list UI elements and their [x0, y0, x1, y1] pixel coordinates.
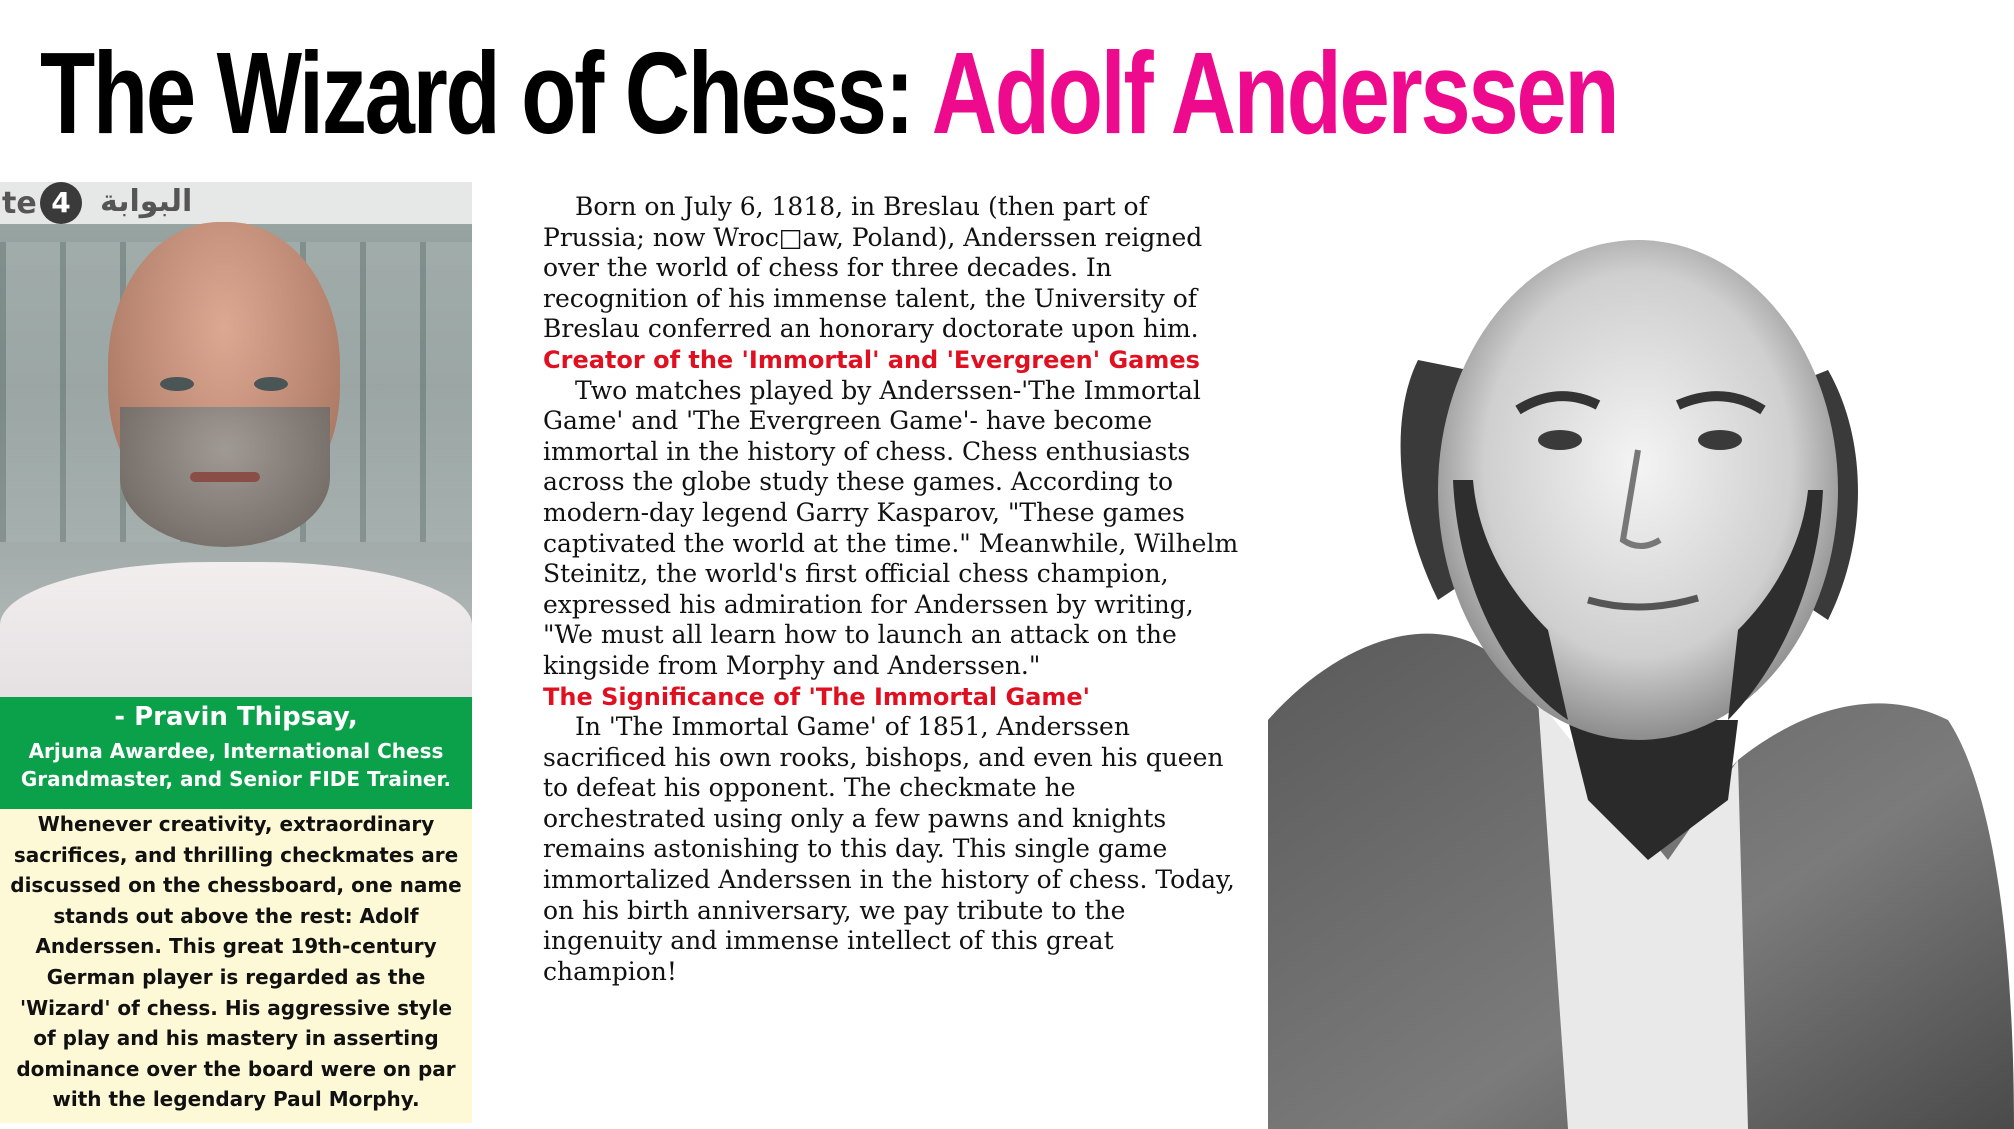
gate-sign-arabic: البوابة	[100, 184, 193, 219]
article-paragraph: In 'The Immortal Game' of 1851, Anderssen sacrificed his own rooks, bishops, and even his queen to defeat his opponent. The checkmate he orchestrated using only a few pawns and knights remains astonishing to this day. This single game immortalized Anderssen in the history of chess. Today, on his birth anniversary, we pay tribute to the ingenuity and immense intellect of this great champion!	[543, 712, 1235, 986]
article-body	[543, 192, 1243, 987]
article-subheading: Creator of the 'Immortal' and 'Evergreen' Games	[543, 345, 1200, 374]
author-role: Arjuna Awardee, International Chess Grandmaster, and Senior FIDE Trainer.	[20, 739, 452, 791]
author-photo	[0, 182, 472, 697]
article-paragraph: Two matches played by Anderssen-'The Immortal Game' and 'The Evergreen Game'- have become immortal in the history of chess. Chess enthusiasts across the globe study these games. According to modern-day legend Garry Kasparov, "These games captivated the world at the time." Meanwhile, Wilhelm Steinitz, the world's first official chess champion, expressed his admiration for Anderssen by writing, "We must all learn how to launch an attack on the kingside from Morphy and Anderssen."	[543, 375, 1239, 680]
headline-subject: Adolf Anderssen	[931, 28, 1618, 158]
photo-eye-left	[160, 377, 194, 391]
author-name: - Pravin Thipsay,	[114, 702, 358, 732]
anderssen-portrait	[1268, 160, 2014, 1129]
photo-mouth	[190, 472, 260, 482]
headline	[40, 18, 1618, 168]
gate-sign	[0, 182, 472, 224]
gate-sign-number: 4	[40, 182, 82, 224]
article-paragraph: Born on July 6, 1818, in Breslau (then part of Prussia; now Wroc□aw, Poland), Anderssen reigned over the world of chess for three decades. In recognition of his immense talent, the University of Breslau conferred an honorary doctorate upon him.	[543, 192, 1203, 344]
intro-text: Whenever creativity, extraordinary sacrifices, and thrilling checkmates are discussed on the chessboard, one name stands out above the rest: Adolf Anderssen. This great 19th-century German player is regarded as the 'Wizard' of chess. His aggressive style of play and his mastery in asserting dominance over the board were on par with the legendary Paul Morphy.	[10, 812, 462, 1112]
photo-shirt	[0, 562, 472, 697]
gate-sign-text: te	[2, 186, 37, 221]
portrait-face	[1438, 240, 1838, 740]
intro-box	[0, 809, 472, 1123]
article-subheading: The Significance of 'The Immortal Game'	[543, 682, 1091, 711]
headline-title: The Wizard of Chess:	[40, 28, 932, 158]
author-caption	[0, 697, 472, 809]
photo-eye-right	[254, 377, 288, 391]
